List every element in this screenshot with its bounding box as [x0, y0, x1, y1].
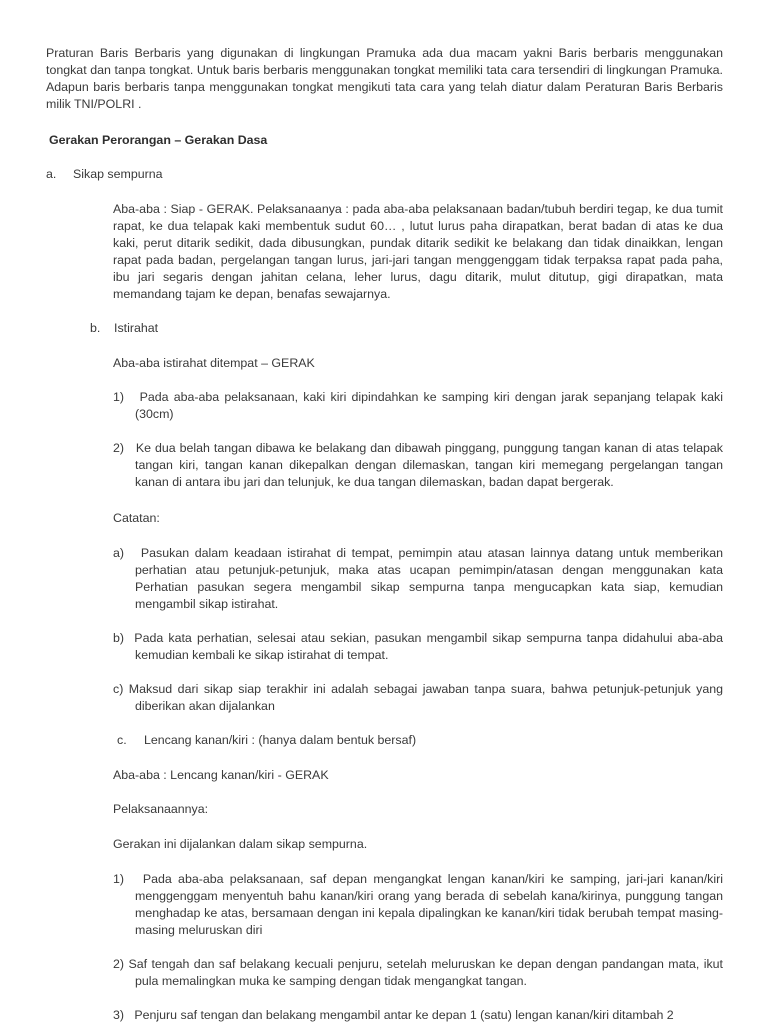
section-b-title: [90, 320, 158, 337]
catatan-label: Catatan:: [113, 511, 160, 525]
section-a-text: Sikap sempurna: [73, 167, 163, 181]
catatan-item: c) Maksud dari sikap siap terakhir ini adalah sebagai jawaban tanpa suara, bahwa petunjuk-petunjuk yang diberikan akan dijalankan: [113, 682, 723, 713]
section-b-label: b.: [90, 321, 101, 335]
section-a-paragraph: Aba-aba : Siap - GERAK. Pelaksanaanya : pada aba-aba pelaksanaan badan/tubuh berdiri tegap, ke dua tumit rapat, ke dua telapak kaki membentuk sudut 60… , lutut lurus paha dirapatkan, berat badan di atas ke dua kaki, perut ditarik sedikit, dada dibusungkan, pundak ditarik sedikit ke belakang dan tidak dinaikkan, lengan rapat pada badan, pergelangan tangan lurus, jari-jari tangan menggenggam tidak terpaksa rapat pada paha, ibu jari segaris dengan jahitan celana, leher lurus, dagu ditarik, mulut ditutup, gigi dirapatkan, mata memandang tajam ke depan, benafas sewajarnya.: [113, 202, 723, 301]
section-b-item: 1) Pada aba-aba pelaksanaan, kaki kiri dipindahkan ke samping kiri dengan jarak sepanjang telapak kaki (30cm): [113, 390, 723, 421]
section-b-aba: Aba-aba istirahat ditempat – GERAK: [113, 356, 315, 370]
section-c-aba: Aba-aba : Lencang kanan/kiri - GERAK: [113, 768, 329, 782]
section-c-pelaksanaan: Pelaksanaannya:: [113, 802, 209, 816]
section-c-item: 1) Pada aba-aba pelaksanaan, saf depan mengangkat lengan kanan/kiri ke samping, jari-jari kanan/kiri menggenggam menyentuh bahu kanan/kiri orang yang berada di sebelah kana/kirinya, punggung tangan menghadap ke atas, bersamaan dengan ini kepala dipalingkan ke kanan/kiri tidak berubah tempat masing-masing meluruskan diri: [113, 872, 723, 937]
section-a-title: [46, 166, 163, 183]
section-c-text: Lencang kanan/kiri : (hanya dalam bentuk bersaf): [144, 733, 417, 747]
section-c-item: 2) Saf tengah dan saf belakang kecuali penjuru, setelah meluruskan ke depan dengan pandangan mata, ikut pula memalingkan muka ke samping dengan tidak mengangkat tangan.: [113, 957, 723, 988]
catatan-item: b) Pada kata perhatian, selesai atau sekian, pasukan mengambil sikap sempurna tanpa didahului aba-aba kemudian kembali ke sikap istirahat di tempat.: [113, 631, 723, 662]
catatan-item: a) Pasukan dalam keadaan istirahat di tempat, pemimpin atau atasan lainnya datang untuk memberikan perhatian atau petunjuk-petunjuk, maka atas ucapan pemimpin/atasan dengan menggunakan kata Perhatian pasukan segera mengambil sikap sempurna tanpa mengucapkan kata siap, kemudian mengambil sikap istirahat.: [113, 546, 723, 611]
section-a-label: a.: [46, 167, 57, 181]
intro-paragraph: Praturan Baris Berbaris yang digunakan di lingkungan Pramuka ada dua macam yakni Baris berbaris menggunakan tongkat dan tanpa tongkat. Untuk baris berbaris menggunakan tongkat memiliki tata cara tersendiri di lingkungan Pramuka. Adapun baris berbaris tanpa menggunakan tongkat mengikuti tata cara yang telah diatur dalam Peraturan Baris Berbaris milik TNI/POLRI .: [46, 46, 723, 111]
section-c-title: [117, 732, 416, 749]
section-c-item: 3) Penjuru saf tengan dan belakang mengambil antar ke depan 1 (satu) lengan kanan/kiri ditambah 2: [113, 1008, 674, 1022]
section-c-gerakan: Gerakan ini dijalankan dalam sikap sempurna.: [113, 837, 368, 851]
section-b-item: 2) Ke dua belah tangan dibawa ke belakang dan dibawah pinggang, punggung tangan kanan di atas telapak tangan kiri, tangan kanan dikepalkan dengan dilemaskan, tangan kiri memegang pergelangan tangan kanan di antara ibu jari dan telunjuk, ke dua tangan dilemaskan, badan dapat bergerak.: [113, 441, 723, 489]
section-c-label: c.: [117, 733, 127, 747]
section-b-text: Istirahat: [114, 321, 159, 335]
section-heading: Gerakan Perorangan – Gerakan Dasa: [49, 133, 268, 147]
